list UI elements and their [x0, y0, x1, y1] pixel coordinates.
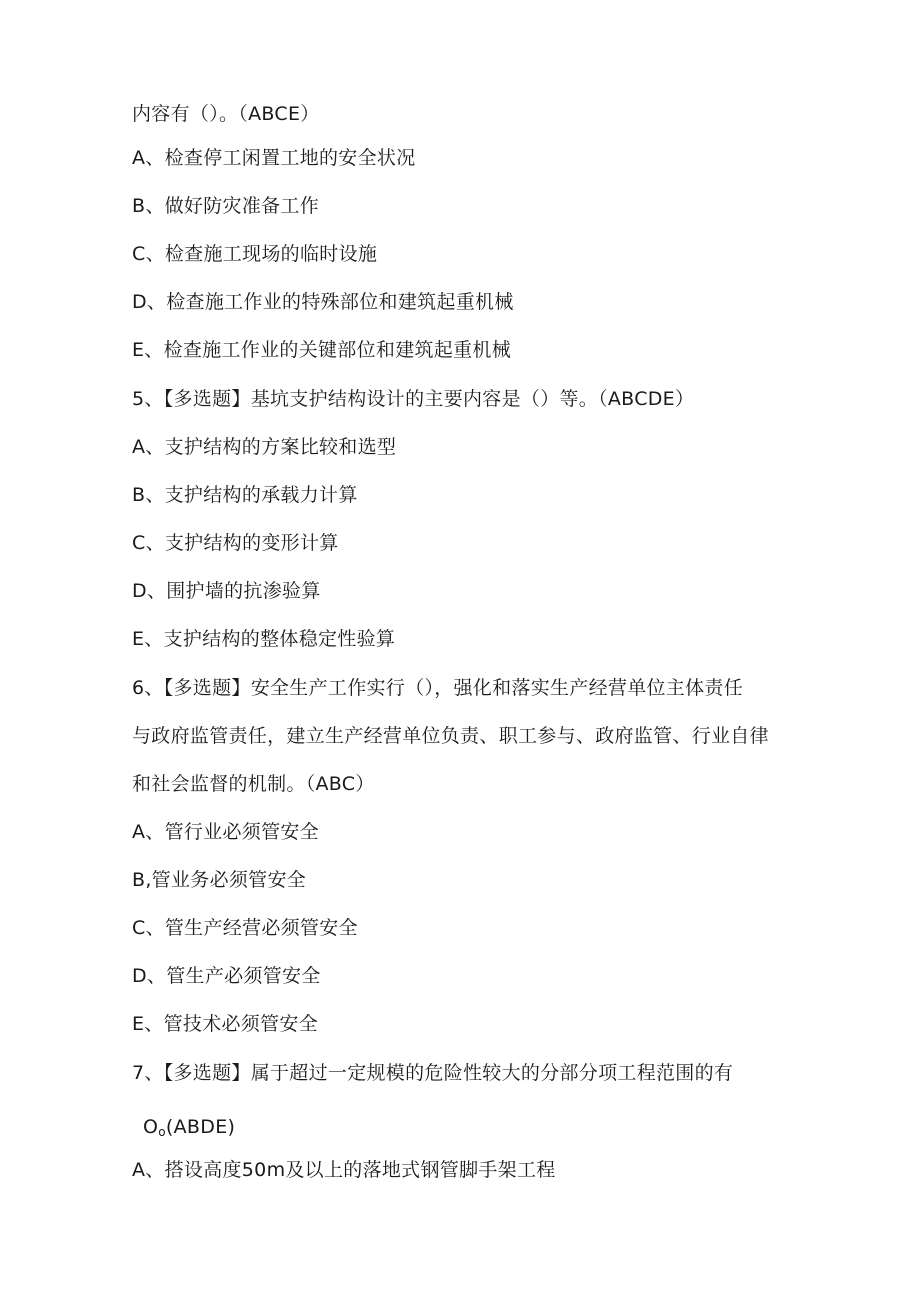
option-line: E、检查施工作业的关键部位和建筑起重机械	[132, 339, 512, 361]
option-line: D、管生产必须管安全	[132, 965, 321, 987]
option-line: E、支护结构的整体稳定性验算	[132, 628, 396, 650]
question-line: 7、【多选题】属于超过一定规模的危险性较大的分部分项工程范围的有	[132, 1062, 734, 1084]
answer-subscript: o	[158, 1125, 166, 1139]
option-line: B、支护结构的承载力计算	[132, 484, 358, 506]
option-line: E、管技术必须管安全	[132, 1013, 319, 1035]
option-line: B、做好防灾准备工作	[132, 195, 320, 217]
option-line: C、检查施工现场的临时设施	[132, 243, 378, 265]
answer-line	[143, 1115, 235, 1144]
option-line: A、检查停工闲置工地的安全状况	[132, 147, 416, 169]
option-line: A、支护结构的方案比较和选型	[132, 436, 397, 458]
question-line: 5、【多选题】基坑支护结构设计的主要内容是（）等。（ABCDE）	[132, 388, 695, 410]
option-line: A、搭设高度50m及以上的落地式钢管脚手架工程	[132, 1159, 556, 1181]
option-line: D、检查施工作业的特殊部位和建筑起重机械	[132, 291, 514, 313]
answer-placeholder: O	[143, 1116, 159, 1138]
option-line: A、管行业必须管安全	[132, 821, 319, 843]
option-line: C、管生产经营必须管安全	[132, 917, 358, 939]
option-line: D、围护墙的抗渗验算	[132, 580, 321, 602]
text-line: 内容有（）。（ABCE）	[132, 103, 320, 125]
answer-key: (ABDE)	[165, 1116, 236, 1138]
question-line: 与政府监管责任，建立生产经营单位负责、职工参与、政府监管、行业自律	[132, 725, 769, 747]
option-line: C、支护结构的变形计算	[132, 532, 339, 554]
option-line: B,管业务必须管安全	[132, 869, 307, 891]
question-line: 6、【多选题】安全生产工作实行（），强化和落实生产经营单位主体责任	[132, 677, 743, 699]
question-line: 和社会监督的机制。（ABC）	[132, 773, 375, 795]
